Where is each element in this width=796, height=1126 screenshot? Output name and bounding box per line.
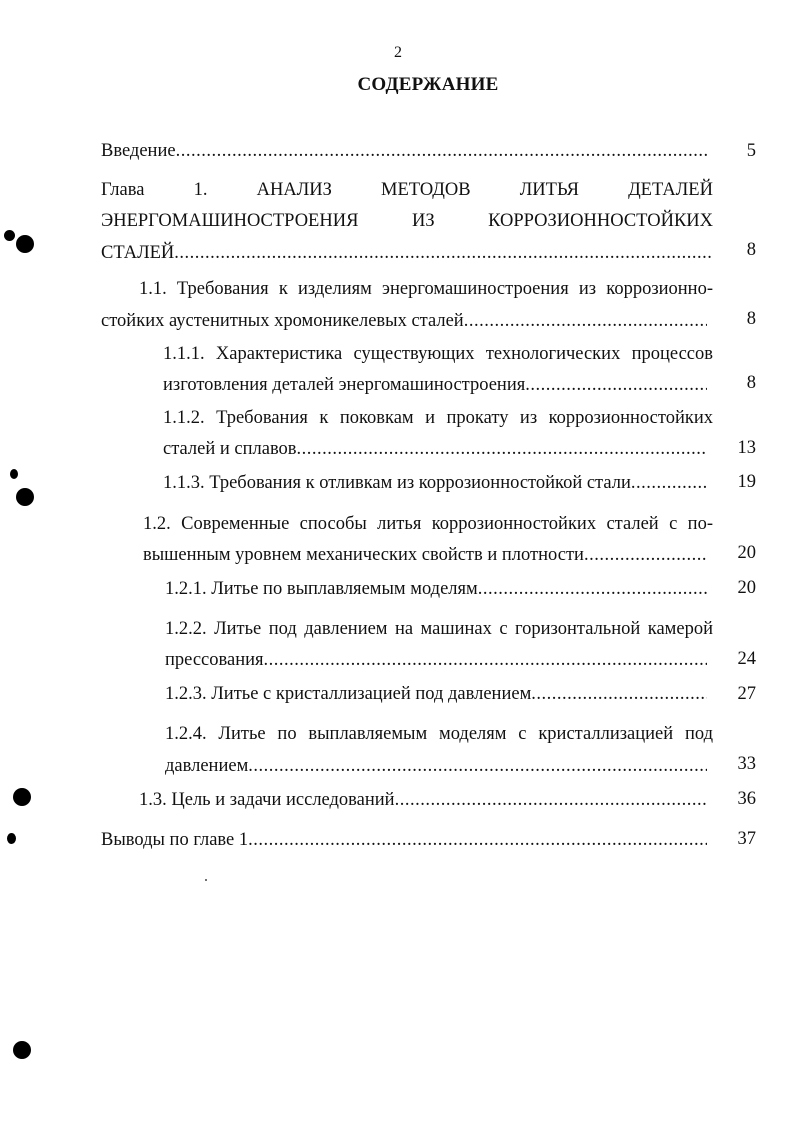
toc-page-number: 19 (737, 472, 756, 492)
toc-entry-1-2-4[interactable]: 1.2.4. Литье по выплавляемым моделям с кристаллизацией под (165, 724, 713, 744)
toc-page-number: 24 (737, 649, 756, 669)
toc-entry-conclusions[interactable] (101, 829, 707, 851)
scan-speck (205, 879, 207, 881)
leader-dots (584, 544, 707, 566)
toc-entry-label: Выводы по главе 1 (101, 830, 249, 850)
scan-mark (10, 469, 18, 479)
toc-page-number: 37 (737, 829, 756, 849)
toc-entry-1-1-3[interactable] (163, 472, 707, 494)
leader-dots (174, 242, 713, 264)
leader-dots (531, 683, 707, 705)
chapter-title-word: КОРРОЗИОННОСТОЙКИХ (488, 211, 713, 231)
punch-hole (13, 788, 31, 806)
chapter-title-word: ДЕТАЛЕЙ (628, 180, 713, 200)
toc-entry-chapter-1-line3 (101, 242, 713, 264)
toc-entry-1-1[interactable]: 1.1. Требования к изделиям энергомашиностроения из коррозионно- (139, 279, 713, 299)
scan-mark (4, 230, 15, 241)
leader-dots (464, 310, 707, 332)
toc-page-number: 20 (737, 543, 756, 563)
toc-entry-label: Введение (101, 141, 176, 161)
toc-page-number: 8 (746, 309, 756, 329)
toc-entry-label: вышенным уровнем механических свойств и плотности (143, 545, 584, 565)
leader-dots (631, 472, 707, 494)
scan-mark (7, 833, 16, 844)
leader-dots (525, 374, 707, 396)
leader-dots (297, 438, 707, 460)
toc-page-number: 8 (746, 240, 756, 260)
chapter-title-word: ЭНЕРГОМАШИНОСТРОЕНИЯ (101, 211, 359, 231)
toc-entry-label: сталей и сплавов (163, 439, 297, 459)
page-title: СОДЕРЖАНИЕ (357, 74, 499, 95)
chapter-title-word: ИЗ (411, 211, 435, 231)
toc-entry-1-2-1[interactable] (165, 578, 707, 600)
toc-entry-label: 1.3. Цель и задачи исследований (139, 790, 395, 810)
toc-entry-label: 1.2.1. Литье по выплавляемым моделям (165, 579, 478, 599)
leader-dots (248, 829, 707, 851)
toc-page-number: 13 (737, 438, 756, 458)
chapter-number: 1. (193, 180, 208, 200)
toc-entry-1-1-2[interactable]: 1.1.2. Требования к поковкам и прокату из коррозионностойких (163, 408, 713, 428)
punch-hole (13, 1041, 31, 1059)
toc-entry-chapter-1-line2 (101, 210, 713, 232)
chapter-title-word: МЕТОДОВ (381, 180, 471, 200)
chapter-title-word: АНАЛИЗ (256, 180, 332, 200)
leader-dots (176, 140, 707, 162)
toc-page-number: 5 (746, 141, 756, 161)
toc-entry-label: 1.1.3. Требования к отливкам из коррозионностойкой стали (163, 473, 631, 493)
chapter-title-word: ЛИТЬЯ (519, 180, 579, 200)
leader-dots (478, 578, 707, 600)
toc-entry-label: изготовления деталей энергомашиностроения (163, 375, 526, 395)
toc-entry-1-1-line2 (101, 310, 707, 332)
toc-entry-label: давлением (165, 756, 249, 776)
toc-entry-1-2-4-line2 (165, 755, 707, 777)
punch-hole (16, 488, 34, 506)
toc-entry-1-1-2-line2 (163, 438, 707, 460)
toc-page-number: 8 (746, 373, 756, 393)
leader-dots (248, 755, 707, 777)
toc-entry-label: прессования (165, 650, 264, 670)
punch-hole (16, 235, 34, 253)
toc-entry-label: 1.2.3. Литье с кристаллизацией под давлением (165, 684, 532, 704)
toc-entry-label: стойких аустенитных хромоникелевых сталей (101, 311, 464, 331)
chapter-word: Глава (101, 180, 145, 200)
chapter-title-word: СТАЛЕЙ (101, 243, 175, 263)
leader-dots (264, 649, 707, 671)
toc-entry-1-1-1-line2 (163, 374, 707, 396)
toc-entry-1-3[interactable] (139, 789, 707, 811)
toc-entry-1-2-2-line2 (165, 649, 707, 671)
toc-page-number: 27 (737, 684, 756, 704)
toc-entry-intro[interactable] (101, 140, 707, 162)
toc-page-number: 33 (737, 754, 756, 774)
toc-page-number: 20 (737, 578, 756, 598)
toc-entry-1-2-2[interactable]: 1.2.2. Литье под давлением на машинах с горизонтальной камерой (165, 619, 713, 639)
toc-entry-chapter-1[interactable] (101, 179, 713, 201)
toc-entry-1-2[interactable]: 1.2. Современные способы литья коррозионностойких сталей с по- (143, 514, 713, 534)
toc-entry-1-1-1[interactable]: 1.1.1. Характеристика существующих технологических процессов (163, 344, 713, 364)
leader-dots (395, 789, 707, 811)
toc-entry-1-2-3[interactable] (165, 683, 707, 705)
page-number: 2 (394, 44, 402, 61)
toc-page-number: 36 (737, 789, 756, 809)
toc-entry-1-2-line2 (143, 544, 707, 566)
